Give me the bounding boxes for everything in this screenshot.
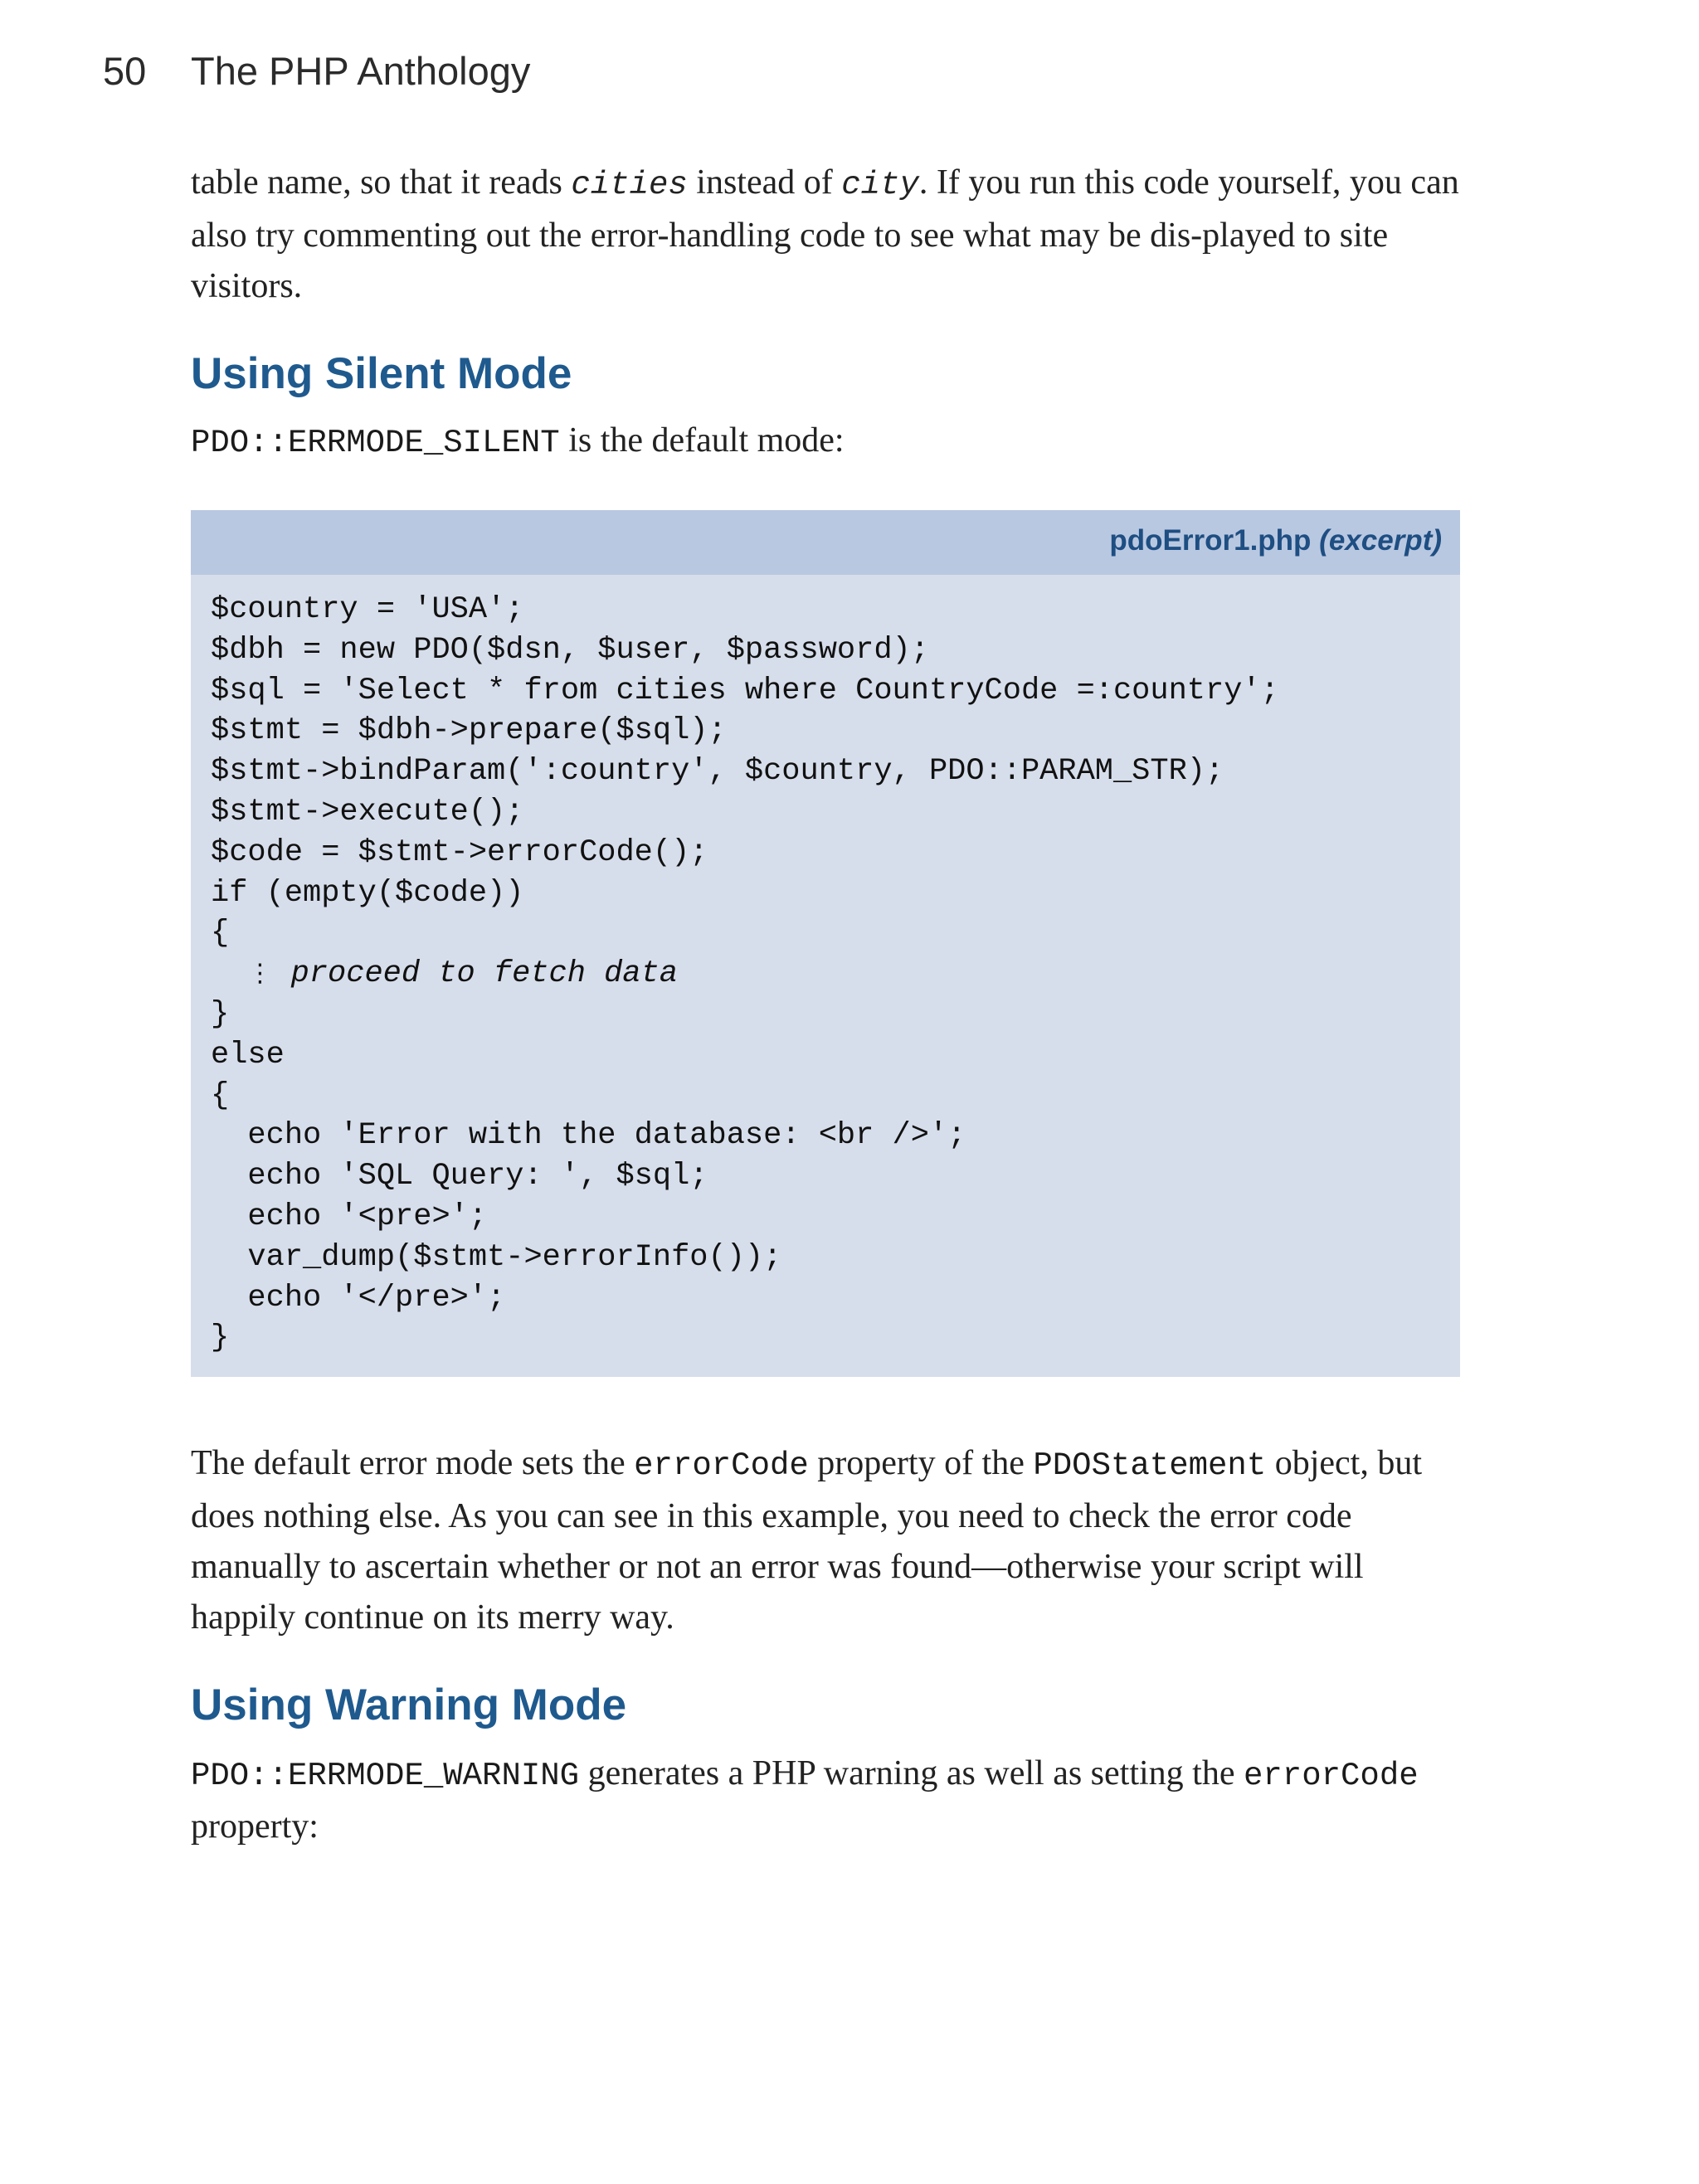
heading-warning-mode: Using Warning Mode <box>191 1681 627 1730</box>
code-line: { <box>211 1077 230 1113</box>
code-filename: pdoError1.php <box>1109 524 1312 557</box>
code-line: $stmt->bindParam(':country', $country, PDO::PARAM_STR); <box>211 754 1224 790</box>
warning-mode-paragraph <box>191 1749 1460 1852</box>
code-line: echo '</pre>'; <box>211 1280 506 1316</box>
code-lines-before <box>211 590 1442 954</box>
explanation-text-2: property of the <box>808 1444 1034 1483</box>
code-line: echo '<pre>'; <box>211 1199 488 1234</box>
code-line: $country = 'USA'; <box>211 592 524 627</box>
silent-mode-paragraph <box>191 416 1460 469</box>
code-errmode-warning: PDO::ERRMODE_WARNING <box>191 1758 580 1795</box>
code-comment-line <box>211 954 1442 995</box>
code-line: else <box>211 1037 285 1073</box>
explanation-paragraph <box>191 1438 1460 1643</box>
code-lines-after <box>211 995 1442 1359</box>
code-line: echo 'Error with the database: <br />'; <box>211 1118 966 1154</box>
silent-mode-text: is the default mode: <box>559 421 845 460</box>
code-line: $dbh = new PDO($dsn, $user, $password); <box>211 632 929 668</box>
intro-text-2: instead of <box>687 163 842 202</box>
code-pdostatement: PDOStatement <box>1033 1447 1267 1485</box>
code-line: } <box>211 1321 230 1356</box>
intro-text-1: table name, so that it reads <box>191 163 572 202</box>
vertical-ellipsis-icon: ⋮ <box>247 959 273 989</box>
code-errorcode-2: errorCode <box>1244 1758 1419 1795</box>
code-excerpt-label: (excerpt) <box>1319 524 1442 557</box>
explanation-text-3: object, but does nothing else. As you can see in this example, you need to check the error code manually to ascertain whether or not an error was found—otherwise your script will happily continue on its merry way. <box>191 1444 1423 1637</box>
intro-paragraph <box>191 158 1460 312</box>
intro-text-3: . If you run this code yourself, you can also try commenting out the error-handling code to see what may be dis-played to site visitors. <box>191 163 1459 305</box>
code-line: { <box>211 916 230 951</box>
heading-silent-mode: Using Silent Mode <box>191 349 572 398</box>
code-cities: cities <box>571 167 688 203</box>
code-errmode-silent: PDO::ERRMODE_SILENT <box>191 425 560 461</box>
book-title: The PHP Anthology <box>191 49 531 93</box>
warning-mode-text-1: generates a PHP warning as well as setting the <box>579 1754 1244 1793</box>
code-line: } <box>211 996 230 1032</box>
code-errorcode: errorCode <box>634 1447 809 1485</box>
code-line: echo 'SQL Query: ', $sql; <box>211 1159 708 1194</box>
code-line: if (empty($code)) <box>211 875 524 911</box>
explanation-text-1: The default error mode sets the <box>191 1444 635 1483</box>
code-listing-caption <box>191 510 1460 575</box>
code-line: $sql = 'Select * from cities where CountryCode =:country'; <box>211 673 1279 708</box>
code-line: $stmt->execute(); <box>211 794 524 829</box>
code-line: var_dump($stmt->errorInfo()); <box>211 1239 782 1275</box>
code-listing <box>191 510 1460 1377</box>
code-comment: proceed to fetch data <box>290 956 678 992</box>
running-header <box>103 48 530 94</box>
warning-mode-text-2: property: <box>191 1807 319 1846</box>
code-line: $code = $stmt->errorCode(); <box>211 834 708 870</box>
page-number: 50 <box>103 49 147 93</box>
code-line: $stmt = $dbh->prepare($sql); <box>211 713 727 749</box>
code-block <box>191 575 1460 1377</box>
page-body <box>191 158 1460 1852</box>
code-city: city <box>841 167 919 203</box>
